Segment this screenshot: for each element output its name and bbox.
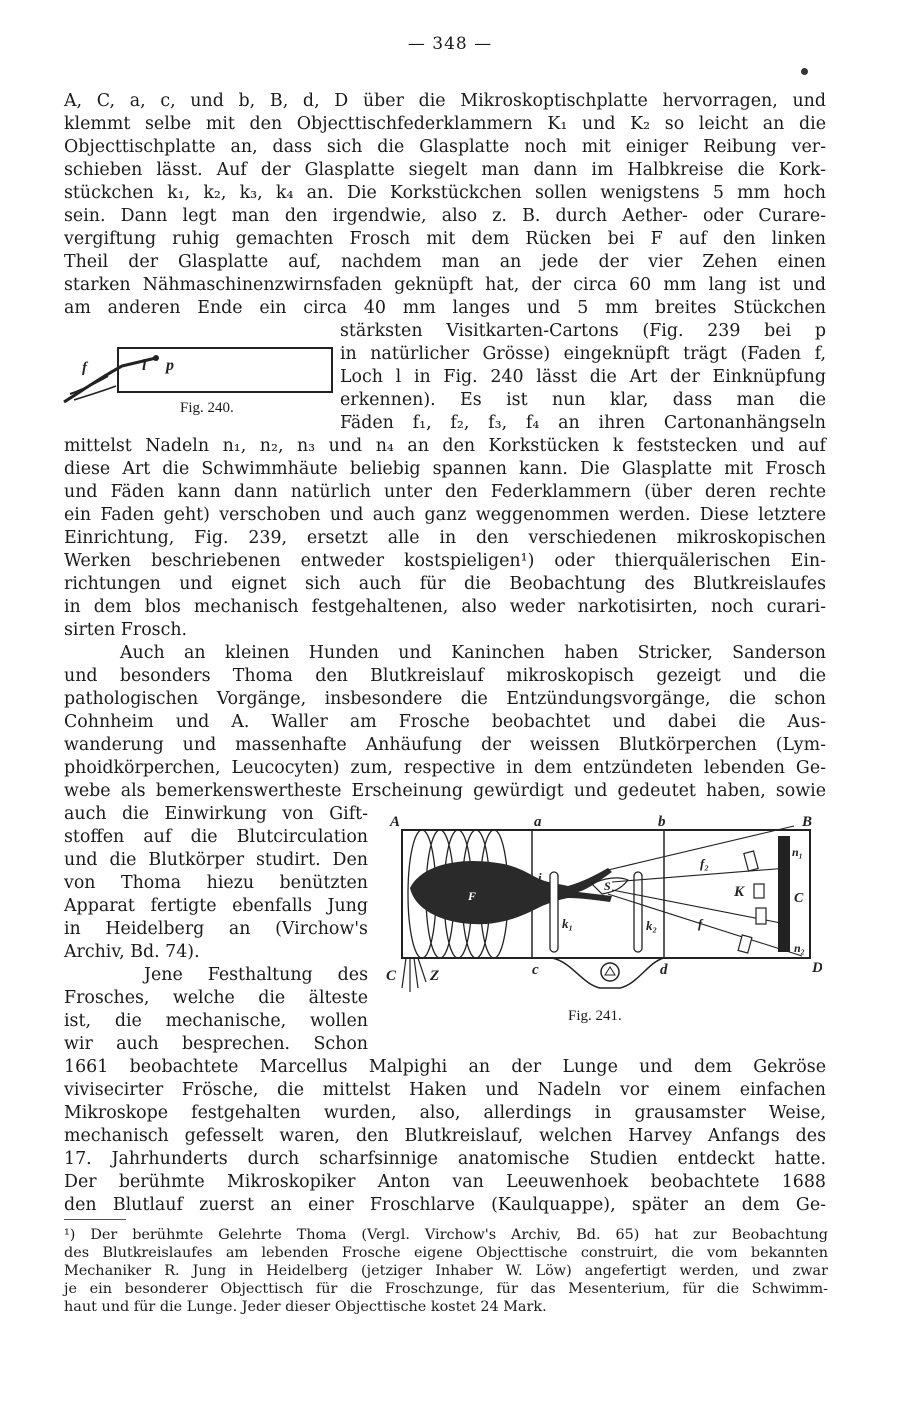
fig241-label-B: B [802,814,813,830]
body-line: schieben lässt. Auf der Glasplatte siegelt man dann im Halbkreise die Kork- [64,160,826,180]
fig241-label-C: C [386,968,397,984]
body-line: pathologischen Vorgänge, insbesondere die Entzündungsvorgänge, die schon [64,689,826,709]
body-line: Objecttischplatte an, dass sich die Glasplatte noch mit einiger Reibung ver- [64,137,826,157]
fig241-label-i: i [538,870,542,885]
fig241-caption: Fig. 241. [568,1008,622,1024]
body-line: in Heidelberg an (Virchow's [64,919,368,939]
body-line: Cohnheim und A. Waller am Frosche beobachtet und dabei die Aus- [64,712,826,732]
fig240-label-l: l [142,357,147,374]
body-line: Frosches, welche die älteste [64,988,368,1008]
body-line: mechanisch gefesselt waren, den Blutkreislauf, welchen Harvey Anfangs des [64,1126,826,1146]
figure-240 [60,336,342,436]
fig241-label-k1: k₁ [562,916,574,931]
body-line: vergiftung ruhig gemachten Frosch mit dem Rücken bei F auf den linken [64,229,826,249]
body-line: und besonders Thoma den Blutkreislauf mikroskopisch gezeigt und die [64,666,826,686]
fig241-label-S: S [604,879,611,893]
body-line: in dem blos mechanisch festgehaltenen, also weder narkotisirten, noch curari- [64,597,826,617]
body-line: erkennen). Es ist nun klar, dass man die [340,390,826,410]
body-line: sein. Dann legt man den irgendwie, also z. B. durch Aether- oder Curare- [64,206,826,226]
body-line: Fäden f₁, f₂, f₃, f₄ an ihren Cartonanhängseln [340,413,826,433]
fig240-label-f: f [82,360,87,376]
fig241-label-b: b [658,814,666,830]
body-line: von Thoma hiezu benützten [64,873,368,893]
body-line: richtungen und eignet sich auch für die Beobachtung des Blutkreislaufes [64,574,826,594]
footnote-rule [64,1219,126,1220]
fig241-label-f: f [698,916,703,931]
body-line: und die Blutkörper studirt. Den [64,850,368,870]
body-line: ist, die mechanische, wollen [64,1011,368,1031]
body-line: stückchen k₁, k₂, k₃, k₄ an. Die Korkstückchen sollen wenigstens 5 mm hoch [64,183,826,203]
body-line: 1661 beobachtete Marcellus Malpighi an der Lunge und dem Gekröse [64,1057,826,1077]
footnote-line: des Blutkreislaufes am lebenden Frosche eigene Objecttische construirt, die vom bekannten [64,1245,828,1261]
ink-dot [801,68,808,75]
body-line: den Blutlauf zuerst an einer Froschlarve (Kaulquappe), später an dem Ge- [64,1195,826,1215]
body-line: Apparat fertigte ebenfalls Jung [64,896,368,916]
body-line: Mikroskope festgehalten wurden, also, allerdings in grausamster Weise, [64,1103,826,1123]
page-number: — 348 — [407,34,493,54]
fig240-label-p: p [166,357,174,374]
figure-241-drawing [382,812,822,1030]
body-line: starken Nähmaschinenzwirnsfaden geknüpft hat, der circa 60 mm lang ist und [64,275,826,295]
body-line: klemmt selbe mit den Objecttischfederklammern K₁ und K₂ so leicht an die [64,114,826,134]
figure-240-drawing [60,336,342,436]
fig241-label-k2: k₂ [646,918,658,933]
fig241-label-K: K [734,884,745,900]
footnote-line: Mechaniker R. Jung in Heidelberg (jetziger Inhaber W. Löw) angefertigt werden, und zwar [64,1263,828,1279]
body-line: Der berühmte Mikroskopiker Anton van Leeuwenhoek beobachtete 1688 [64,1172,826,1192]
body-line: Auch an kleinen Hunden und Kaninchen haben Stricker, Sanderson [120,643,826,663]
body-line: wir auch besprechen. Schon [64,1034,368,1054]
figure-241 [382,812,822,1030]
fig241-label-Z: Z [430,968,440,984]
body-line: in natürlicher Grösse) eingeknüpft trägt (Faden f, [340,344,826,364]
body-line: diese Art die Schwimmhäute beliebig spannen kann. Die Glasplatte mit Frosch [64,459,826,479]
fig241-label-C-right: C [794,891,804,906]
footnote-line: ¹) Der berühmte Gelehrte Thoma (Vergl. Virchow's Archiv, Bd. 65) hat zur Beobachtung [64,1227,828,1243]
fig241-label-n1: n₁ [792,845,803,859]
fig241-label-F: F [468,889,477,903]
body-line: 17. Jahrhunderts durch scharfsinnige anatomische Studien entdeckt hatte. [64,1149,826,1169]
body-line: am anderen Ende ein circa 40 mm langes und 5 mm breites Stückchen [64,298,826,318]
body-line: ein Faden geht) verschoben und auch ganz weggenommen werden. Diese letztere [64,505,826,525]
body-line: Archiv, Bd. 74). [64,942,200,962]
body-line: webe als bemerkenswertheste Erscheinung gewürdigt und gedeutet haben, sowie [64,781,826,801]
fig241-label-f2: f₂ [700,856,709,871]
body-line: stärksten Visitkarten-Cartons (Fig. 239 bei p [340,321,826,341]
fig241-label-A: A [390,814,401,830]
body-line: sirten Frosch. [64,620,188,640]
fig241-label-c: c [532,962,539,978]
body-line: Jene Festhaltung des [144,965,368,985]
fig240-caption: Fig. 240. [180,400,234,416]
body-line: stoffen auf die Blutcirculation [64,827,368,847]
footnote-line: haut und für die Lunge. Jeder dieser Objecttische kostet 24 Mark. [64,1299,547,1315]
body-line: vivisecirter Frösche, die mittelst Haken und Nadeln vor einem einfachen [64,1080,826,1100]
fig241-label-D: D [812,960,822,976]
body-line: Loch l in Fig. 240 lässt die Art der Einknüpfung [340,367,826,387]
body-line: wanderung und massenhafte Anhäufung der weissen Blutkörperchen (Lym- [64,735,826,755]
fig241-label-d: d [660,962,668,978]
fig241-label-a: a [534,814,542,830]
body-line: Einrichtung, Fig. 239, ersetzt alle in den verschiedenen mikroskopischen [64,528,826,548]
body-line: auch die Einwirkung von Gift- [64,804,368,824]
body-line: mittelst Nadeln n₁, n₂, n₃ und n₄ an den Korkstücken k feststecken und auf [64,436,826,456]
body-line: A, C, a, c, und b, B, d, D über die Mikroskoptischplatte hervorragen, und [64,91,826,111]
body-line: und Fäden kann dann natürlich unter den Federklammern (über deren rechte [64,482,826,502]
footnote-line: je ein besonderer Objecttisch für die Froschzunge, für das Mesenterium, für die Schwimm- [64,1281,828,1297]
body-line: phoidkörperchen, Leucocyten) zum, respective in dem entzündeten lebenden Ge- [64,758,826,778]
body-line: Werken beschriebenen entweder kostspieligen¹) oder thierquälerischen Ein- [64,551,826,571]
fig241-label-n2: n₂ [794,941,805,955]
body-line: Theil der Glasplatte auf, nachdem man an jede der vier Zehen einen [64,252,826,272]
